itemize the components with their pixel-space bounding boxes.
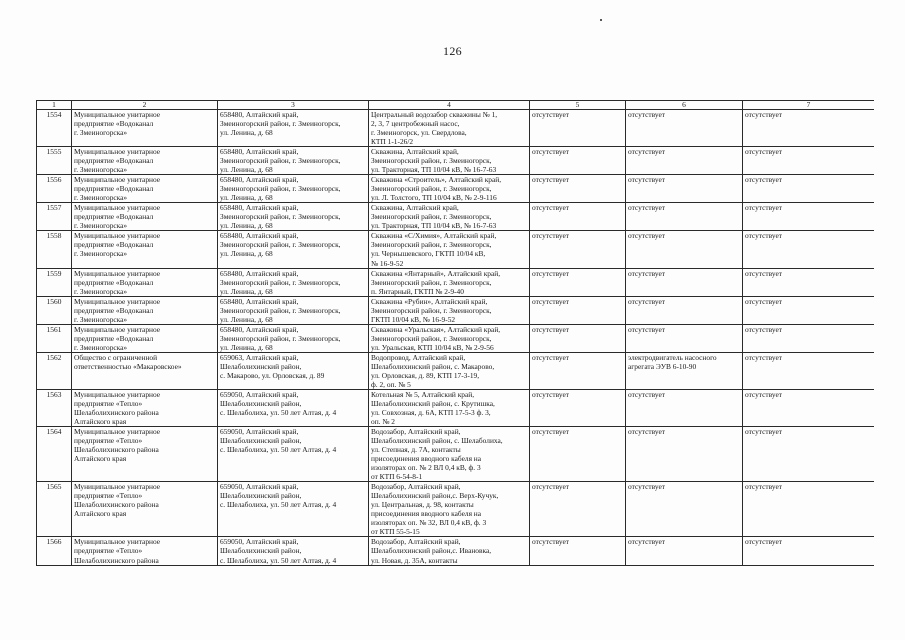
owner-line: Муниципальное унитарное xyxy=(74,175,161,185)
column-5-cell: отсутствует xyxy=(530,482,626,537)
column-6-cell xyxy=(626,537,743,565)
object-line: Шелаболихинский район, с. Шелаболиха, xyxy=(371,436,503,446)
owner-line: Шелаболихинского района xyxy=(74,445,159,455)
object-cell xyxy=(369,324,530,352)
owner-line: предприятие «Водоканал xyxy=(74,212,154,222)
object-line: Котельная № 5, Алтайский край, xyxy=(371,389,475,399)
object-line: Змеиногорский район, г. Змеиногорск, xyxy=(371,156,492,166)
header-cell: 3 xyxy=(218,101,369,110)
object-line: ул. Тракторная, ТП 10/04 кВ, № 16-7-63 xyxy=(371,221,497,231)
owner-line: г. Змеиногорска» xyxy=(74,249,128,259)
address-cell xyxy=(218,324,369,352)
object-line: Водопровод, Алтайский край, xyxy=(371,352,466,362)
address-line: Змеиногорский район, г. Змеиногорск, xyxy=(220,305,341,315)
address-line: Змеиногорский район, г. Змеиногорск, xyxy=(220,156,341,166)
page-number: 126 xyxy=(443,44,462,58)
address-line: Шелаболихинский район, xyxy=(220,361,302,371)
object-cell xyxy=(369,175,530,203)
object-cell xyxy=(369,482,530,537)
object-cell xyxy=(369,427,530,482)
address-line: 658480, Алтайский край, xyxy=(220,203,299,213)
owner-cell xyxy=(72,324,218,352)
address-cell xyxy=(218,427,369,482)
column-7-cell: отсутствует xyxy=(743,296,875,324)
row-number-cell: 1559 xyxy=(37,268,72,296)
owner-line: предприятие «Водоканал xyxy=(74,119,154,129)
column-6-cell xyxy=(626,147,743,175)
object-line: Водозабор, Алтайский край, xyxy=(371,427,461,437)
address-line: с. Шелаболиха, ул. 50 лет Алтая, д. 4 xyxy=(220,555,337,565)
owner-line: предприятие «Тепло» xyxy=(74,436,143,446)
address-cell xyxy=(218,537,369,565)
owner-line: предприятие «Водоканал xyxy=(74,184,154,194)
column-6-cell xyxy=(626,427,743,482)
column-7-cell: отсутствует xyxy=(743,537,875,565)
address-cell xyxy=(218,296,369,324)
row-number-cell: 1555 xyxy=(37,147,72,175)
address-line: ул. Ленина, д. 68 xyxy=(220,165,273,175)
column-7-cell: отсутствует xyxy=(743,268,875,296)
column-5-cell: отсутствует xyxy=(530,537,626,565)
column-7-cell: отсутствует xyxy=(743,427,875,482)
row-number-cell: 1560 xyxy=(37,296,72,324)
scan-speck xyxy=(600,19,602,21)
address-line: с. Шелаболиха, ул. 50 лет Алтая, д. 4 xyxy=(220,445,337,455)
owner-line: Муниципальное унитарное xyxy=(74,203,161,213)
column-6-line: отсутствует xyxy=(628,203,665,213)
owner-line: ответственностью «Макаровское» xyxy=(74,361,182,371)
column-6-line: отсутствует xyxy=(628,268,665,278)
table-row xyxy=(37,203,875,231)
object-cell xyxy=(369,296,530,324)
address-line: 658480, Алтайский край, xyxy=(220,296,299,306)
column-5-cell: отсутствует xyxy=(530,389,626,426)
column-5-cell: отсутствует xyxy=(530,147,626,175)
object-line: от КТП 6-54-8-1 xyxy=(371,472,423,482)
object-line: Центральный водозабор скважины № 1, xyxy=(371,110,498,119)
owner-line: Общество с ограниченной xyxy=(74,352,158,362)
object-line: № 16-9-52 xyxy=(371,258,404,268)
address-line: Шелаболихинский район, xyxy=(220,491,302,501)
owner-cell xyxy=(72,537,218,565)
address-line: 659050, Алтайский край, xyxy=(220,482,299,492)
object-line: Змеиногорский район, г. Змеиногорск, xyxy=(371,240,492,250)
address-line: 658480, Алтайский край, xyxy=(220,324,299,334)
column-5-cell: отсутствует xyxy=(530,296,626,324)
owner-line: Алтайского края xyxy=(74,454,127,464)
column-5-cell: отсутствует xyxy=(530,203,626,231)
owner-cell xyxy=(72,352,218,389)
object-line: п. Янтарный, ГКТП № 2-9-40 xyxy=(371,286,464,296)
table-row xyxy=(37,427,875,482)
address-cell xyxy=(218,203,369,231)
column-6-cell xyxy=(626,268,743,296)
owner-line: Шелаболихинского района xyxy=(74,500,159,510)
header-cell: 6 xyxy=(626,101,743,110)
column-7-cell: отсутствует xyxy=(743,324,875,352)
owner-line: Муниципальное унитарное xyxy=(74,482,161,492)
object-line: Водозабор, Алтайский край, xyxy=(371,537,461,547)
object-line: Скважина «Рубин», Алтайский край, xyxy=(371,296,488,306)
object-line: Скважина «Строитель», Алтайский край, xyxy=(371,175,502,185)
address-line: 658480, Алтайский край, xyxy=(220,147,299,157)
address-line: Змеиногорский район, г. Змеиногорск, xyxy=(220,184,341,194)
object-cell xyxy=(369,352,530,389)
column-7-cell: отсутствует xyxy=(743,389,875,426)
column-6-cell xyxy=(626,389,743,426)
owner-line: Шелаболихинского района xyxy=(74,408,159,417)
column-7-cell: отсутствует xyxy=(743,175,875,203)
address-cell xyxy=(218,231,369,268)
column-6-cell xyxy=(626,110,743,147)
object-line: Шелаболихинский район,с. Верх-Кучук, xyxy=(371,491,499,501)
column-5-cell: отсутствует xyxy=(530,427,626,482)
owner-line: Муниципальное унитарное xyxy=(74,324,161,334)
address-line: с. Макарово, ул. Орловская, д. 89 xyxy=(220,370,325,380)
column-5-cell: отсутствует xyxy=(530,352,626,389)
object-line: КТП 1-1-26/2 xyxy=(371,137,414,147)
address-line: Шелаболихинский район, xyxy=(220,436,302,446)
address-line: Шелаболихинский район, xyxy=(220,398,302,408)
column-6-cell xyxy=(626,352,743,389)
row-number-cell: 1563 xyxy=(37,389,72,426)
owner-cell xyxy=(72,203,218,231)
object-line: Змеиногорский район, г. Змеиногорск, xyxy=(371,212,492,222)
object-line: изоляторах оп. № 32, ВЛ 0,4 кВ, ф. 3 xyxy=(371,518,487,528)
table-header-row xyxy=(37,101,875,110)
column-5-cell: отсутствует xyxy=(530,268,626,296)
row-number-cell: 1561 xyxy=(37,324,72,352)
table-row xyxy=(37,175,875,203)
object-line: присоединения вводного кабеля на xyxy=(371,509,482,519)
object-line: Скважина «Янтарный», Алтайский край, xyxy=(371,268,501,278)
owner-line: Шелаболихинского района xyxy=(74,555,159,565)
column-7-cell: отсутствует xyxy=(743,147,875,175)
column-6-cell xyxy=(626,482,743,537)
owner-line: г. Змеиногорска» xyxy=(74,193,128,203)
column-5-cell: отсутствует xyxy=(530,110,626,147)
address-line: 659063, Алтайский край, xyxy=(220,352,299,362)
owner-line: Муниципальное унитарное xyxy=(74,537,161,547)
address-line: ул. Ленина, д. 68 xyxy=(220,286,273,296)
object-line: Скважина «С/Химия», Алтайский край, xyxy=(371,231,497,241)
row-number-cell: 1557 xyxy=(37,203,72,231)
owner-cell xyxy=(72,110,218,147)
column-7-cell: отсутствует xyxy=(743,231,875,268)
row-number-cell: 1556 xyxy=(37,175,72,203)
object-line: ул. Тракторная, ТП 10/04 кВ, № 16-7-63 xyxy=(371,165,497,175)
address-line: с. Шелаболиха, ул. 50 лет Алтая, д. 4 xyxy=(220,408,337,417)
object-line: ул. Л. Толстого, ТП 10/04 кВ, № 2-9-116 xyxy=(371,193,497,203)
column-6-cell xyxy=(626,324,743,352)
owner-line: Муниципальное унитарное xyxy=(74,427,161,437)
object-line: ул. Совхозная, д. 6А, КТП 17-5-3 ф. 3, xyxy=(371,408,491,417)
column-7-cell: отсутствует xyxy=(743,352,875,389)
address-line: 659050, Алтайский край, xyxy=(220,537,299,547)
address-line: Змеиногорский район, г. Змеиногорск, xyxy=(220,212,341,222)
column-6-line: отсутствует xyxy=(628,482,665,492)
address-line: Змеиногорский район, г. Змеиногорск, xyxy=(220,277,341,287)
object-line: ул. Чернышевского, ГКТП 10/04 кВ, xyxy=(371,249,486,259)
owner-line: Муниципальное унитарное xyxy=(74,296,161,306)
address-line: 658480, Алтайский край, xyxy=(220,110,299,119)
object-line: ул. Центральная, д. 98, контакты xyxy=(371,500,474,510)
address-line: с. Шелаболиха, ул. 50 лет Алтая, д. 4 xyxy=(220,500,337,510)
owner-line: предприятие «Водоканал xyxy=(74,240,154,250)
owner-line: Алтайского края xyxy=(74,417,127,427)
owner-cell xyxy=(72,389,218,426)
owner-line: г. Змеиногорска» xyxy=(74,314,128,324)
address-line: ул. Ленина, д. 68 xyxy=(220,193,273,203)
object-line: оп. № 2 xyxy=(371,417,395,427)
row-number-cell: 1564 xyxy=(37,427,72,482)
column-6-line: отсутствует xyxy=(628,427,665,437)
owner-line: г. Змеиногорска» xyxy=(74,342,128,352)
table-row xyxy=(37,352,875,389)
column-6-line: отсутствует xyxy=(628,231,665,241)
owner-line: Муниципальное унитарное xyxy=(74,231,161,241)
address-line: 659050, Алтайский край, xyxy=(220,389,299,399)
object-line: ф. 2, оп. № 5 xyxy=(371,379,411,389)
object-line: Шелаболихинский район, с. Крутишка, xyxy=(371,398,495,408)
header-cell: 1 xyxy=(37,101,72,110)
column-6-cell xyxy=(626,203,743,231)
address-line: ул. Ленина, д. 68 xyxy=(220,128,273,138)
address-line: Змеиногорский район, г. Змеиногорск, xyxy=(220,333,341,343)
owner-cell xyxy=(72,482,218,537)
address-cell xyxy=(218,352,369,389)
object-cell xyxy=(369,537,530,565)
column-5-cell: отсутствует xyxy=(530,231,626,268)
owner-line: предприятие «Водоканал xyxy=(74,305,154,315)
address-cell xyxy=(218,389,369,426)
owner-line: г. Змеиногорска» xyxy=(74,128,128,138)
object-line: г. Змеиногорск, ул. Свердлова, xyxy=(371,128,467,138)
address-line: ул. Ленина, д. 68 xyxy=(220,221,273,231)
owner-line: Муниципальное унитарное xyxy=(74,268,161,278)
object-line: ул. Новая, д. 35А, контакты xyxy=(371,555,458,565)
owner-line: Муниципальное унитарное xyxy=(74,147,161,157)
object-line: 2, 3, 7 центробежный насос, xyxy=(371,119,460,129)
address-line: ул. Ленина, д. 68 xyxy=(220,342,273,352)
owner-line: Алтайского края xyxy=(74,509,127,519)
address-cell xyxy=(218,147,369,175)
object-line: Змеиногорский район, г. Змеиногорск, xyxy=(371,277,492,287)
column-6-line: отсутствует xyxy=(628,147,665,157)
address-cell xyxy=(218,110,369,147)
address-line: 658480, Алтайский край, xyxy=(220,175,299,185)
object-line: Шелаболихинский район, с. Макарово, xyxy=(371,361,495,371)
object-cell xyxy=(369,203,530,231)
object-line: ул. Орловская, д. 89, КТП 17-3-19, xyxy=(371,370,480,380)
owner-line: г. Змеиногорска» xyxy=(74,286,128,296)
object-line: Змеиногорский район, г. Змеиногорск, xyxy=(371,305,492,315)
row-number-cell: 1565 xyxy=(37,482,72,537)
column-6-line: отсутствует xyxy=(628,296,665,306)
header-cell: 7 xyxy=(743,101,875,110)
header-cell: 4 xyxy=(369,101,530,110)
column-5-cell: отсутствует xyxy=(530,324,626,352)
row-number-cell: 1566 xyxy=(37,537,72,565)
object-line: ГКТП 10/04 кВ, № 16-9-52 xyxy=(371,314,456,324)
owner-line: г. Змеиногорска» xyxy=(74,221,128,231)
owner-line: Муниципальное унитарное xyxy=(74,389,161,399)
owner-cell xyxy=(72,147,218,175)
header-cell: 5 xyxy=(530,101,626,110)
address-line: 659050, Алтайский край, xyxy=(220,427,299,437)
table-row xyxy=(37,389,875,426)
address-line: Змеиногорский район, г. Змеиногорск, xyxy=(220,119,341,129)
address-cell xyxy=(218,268,369,296)
column-7-cell: отсутствует xyxy=(743,482,875,537)
address-line: Шелаболихинский район, xyxy=(220,546,302,556)
table-row xyxy=(37,296,875,324)
row-number-cell: 1554 xyxy=(37,110,72,147)
address-cell xyxy=(218,175,369,203)
column-6-line: отсутствует xyxy=(628,537,665,547)
address-line: ул. Ленина, д. 68 xyxy=(220,249,273,259)
column-6-line: отсутствует xyxy=(628,110,665,119)
column-6-cell xyxy=(626,175,743,203)
owner-line: предприятие «Водоканал xyxy=(74,277,154,287)
object-line: Скважина «Уральская», Алтайский край, xyxy=(371,324,501,334)
table-row xyxy=(37,537,875,565)
object-line: Змеиногорский район, г. Змеиногорск, xyxy=(371,333,492,343)
object-line: Водозабор, Алтайский край, xyxy=(371,482,461,492)
address-line: 658480, Алтайский край, xyxy=(220,268,299,278)
object-line: Скважина, Алтайский край, xyxy=(371,147,459,157)
object-line: присоединения вводного кабеля на xyxy=(371,454,482,464)
owner-cell xyxy=(72,427,218,482)
owner-cell xyxy=(72,231,218,268)
owner-line: г. Змеиногорска» xyxy=(74,165,128,175)
column-6-line: агрегата ЭУВ 6-10-90 xyxy=(628,361,697,371)
column-6-line: электродвигатель насосного xyxy=(628,352,717,362)
address-line: ул. Ленина, д. 68 xyxy=(220,314,273,324)
owner-line: предприятие «Тепло» xyxy=(74,546,143,556)
data-table xyxy=(36,100,874,566)
column-6-cell xyxy=(626,231,743,268)
object-cell xyxy=(369,231,530,268)
owner-line: предприятие «Тепло» xyxy=(74,398,143,408)
header-cell: 2 xyxy=(72,101,218,110)
table-row xyxy=(37,147,875,175)
column-6-line: отсутствует xyxy=(628,389,665,399)
object-line: Змеиногорский район, г. Змеиногорск, xyxy=(371,184,492,194)
object-line: от КТП 55-5-15 xyxy=(371,527,420,537)
address-line: Змеиногорский район, г. Змеиногорск, xyxy=(220,240,341,250)
object-line: Скважина, Алтайский край, xyxy=(371,203,459,213)
row-number-cell: 1558 xyxy=(37,231,72,268)
owner-cell xyxy=(72,268,218,296)
object-cell xyxy=(369,268,530,296)
table-container xyxy=(36,100,874,640)
column-6-cell xyxy=(626,296,743,324)
object-line: ул. Уральская, КТП 10/04 кВ, № 2-9-56 xyxy=(371,342,494,352)
object-cell xyxy=(369,110,530,147)
column-7-cell: отсутствует xyxy=(743,203,875,231)
address-cell xyxy=(218,482,369,537)
object-line: изоляторах оп. № 2 ВЛ 0,4 кВ, ф. 3 xyxy=(371,463,481,473)
column-7-cell: отсутствует xyxy=(743,110,875,147)
column-6-line: отсутствует xyxy=(628,324,665,334)
column-6-line: отсутствует xyxy=(628,175,665,185)
object-cell xyxy=(369,389,530,426)
address-line: 658480, Алтайский край, xyxy=(220,231,299,241)
table-body xyxy=(37,101,875,566)
table-row xyxy=(37,324,875,352)
owner-line: предприятие «Водоканал xyxy=(74,333,154,343)
table-row xyxy=(37,231,875,268)
object-line: ул. Степная, д. 7А, контакты xyxy=(371,445,461,455)
owner-cell xyxy=(72,175,218,203)
object-cell xyxy=(369,147,530,175)
table-row xyxy=(37,110,875,147)
table-row xyxy=(37,482,875,537)
owner-cell xyxy=(72,296,218,324)
owner-line: предприятие «Водоканал xyxy=(74,156,154,166)
owner-line: предприятие «Тепло» xyxy=(74,491,143,501)
owner-line: Муниципальное унитарное xyxy=(74,110,161,119)
object-line: Шелаболихинский район,с. Ивановка, xyxy=(371,546,492,556)
column-5-cell: отсутствует xyxy=(530,175,626,203)
row-number-cell: 1562 xyxy=(37,352,72,389)
table-row xyxy=(37,268,875,296)
